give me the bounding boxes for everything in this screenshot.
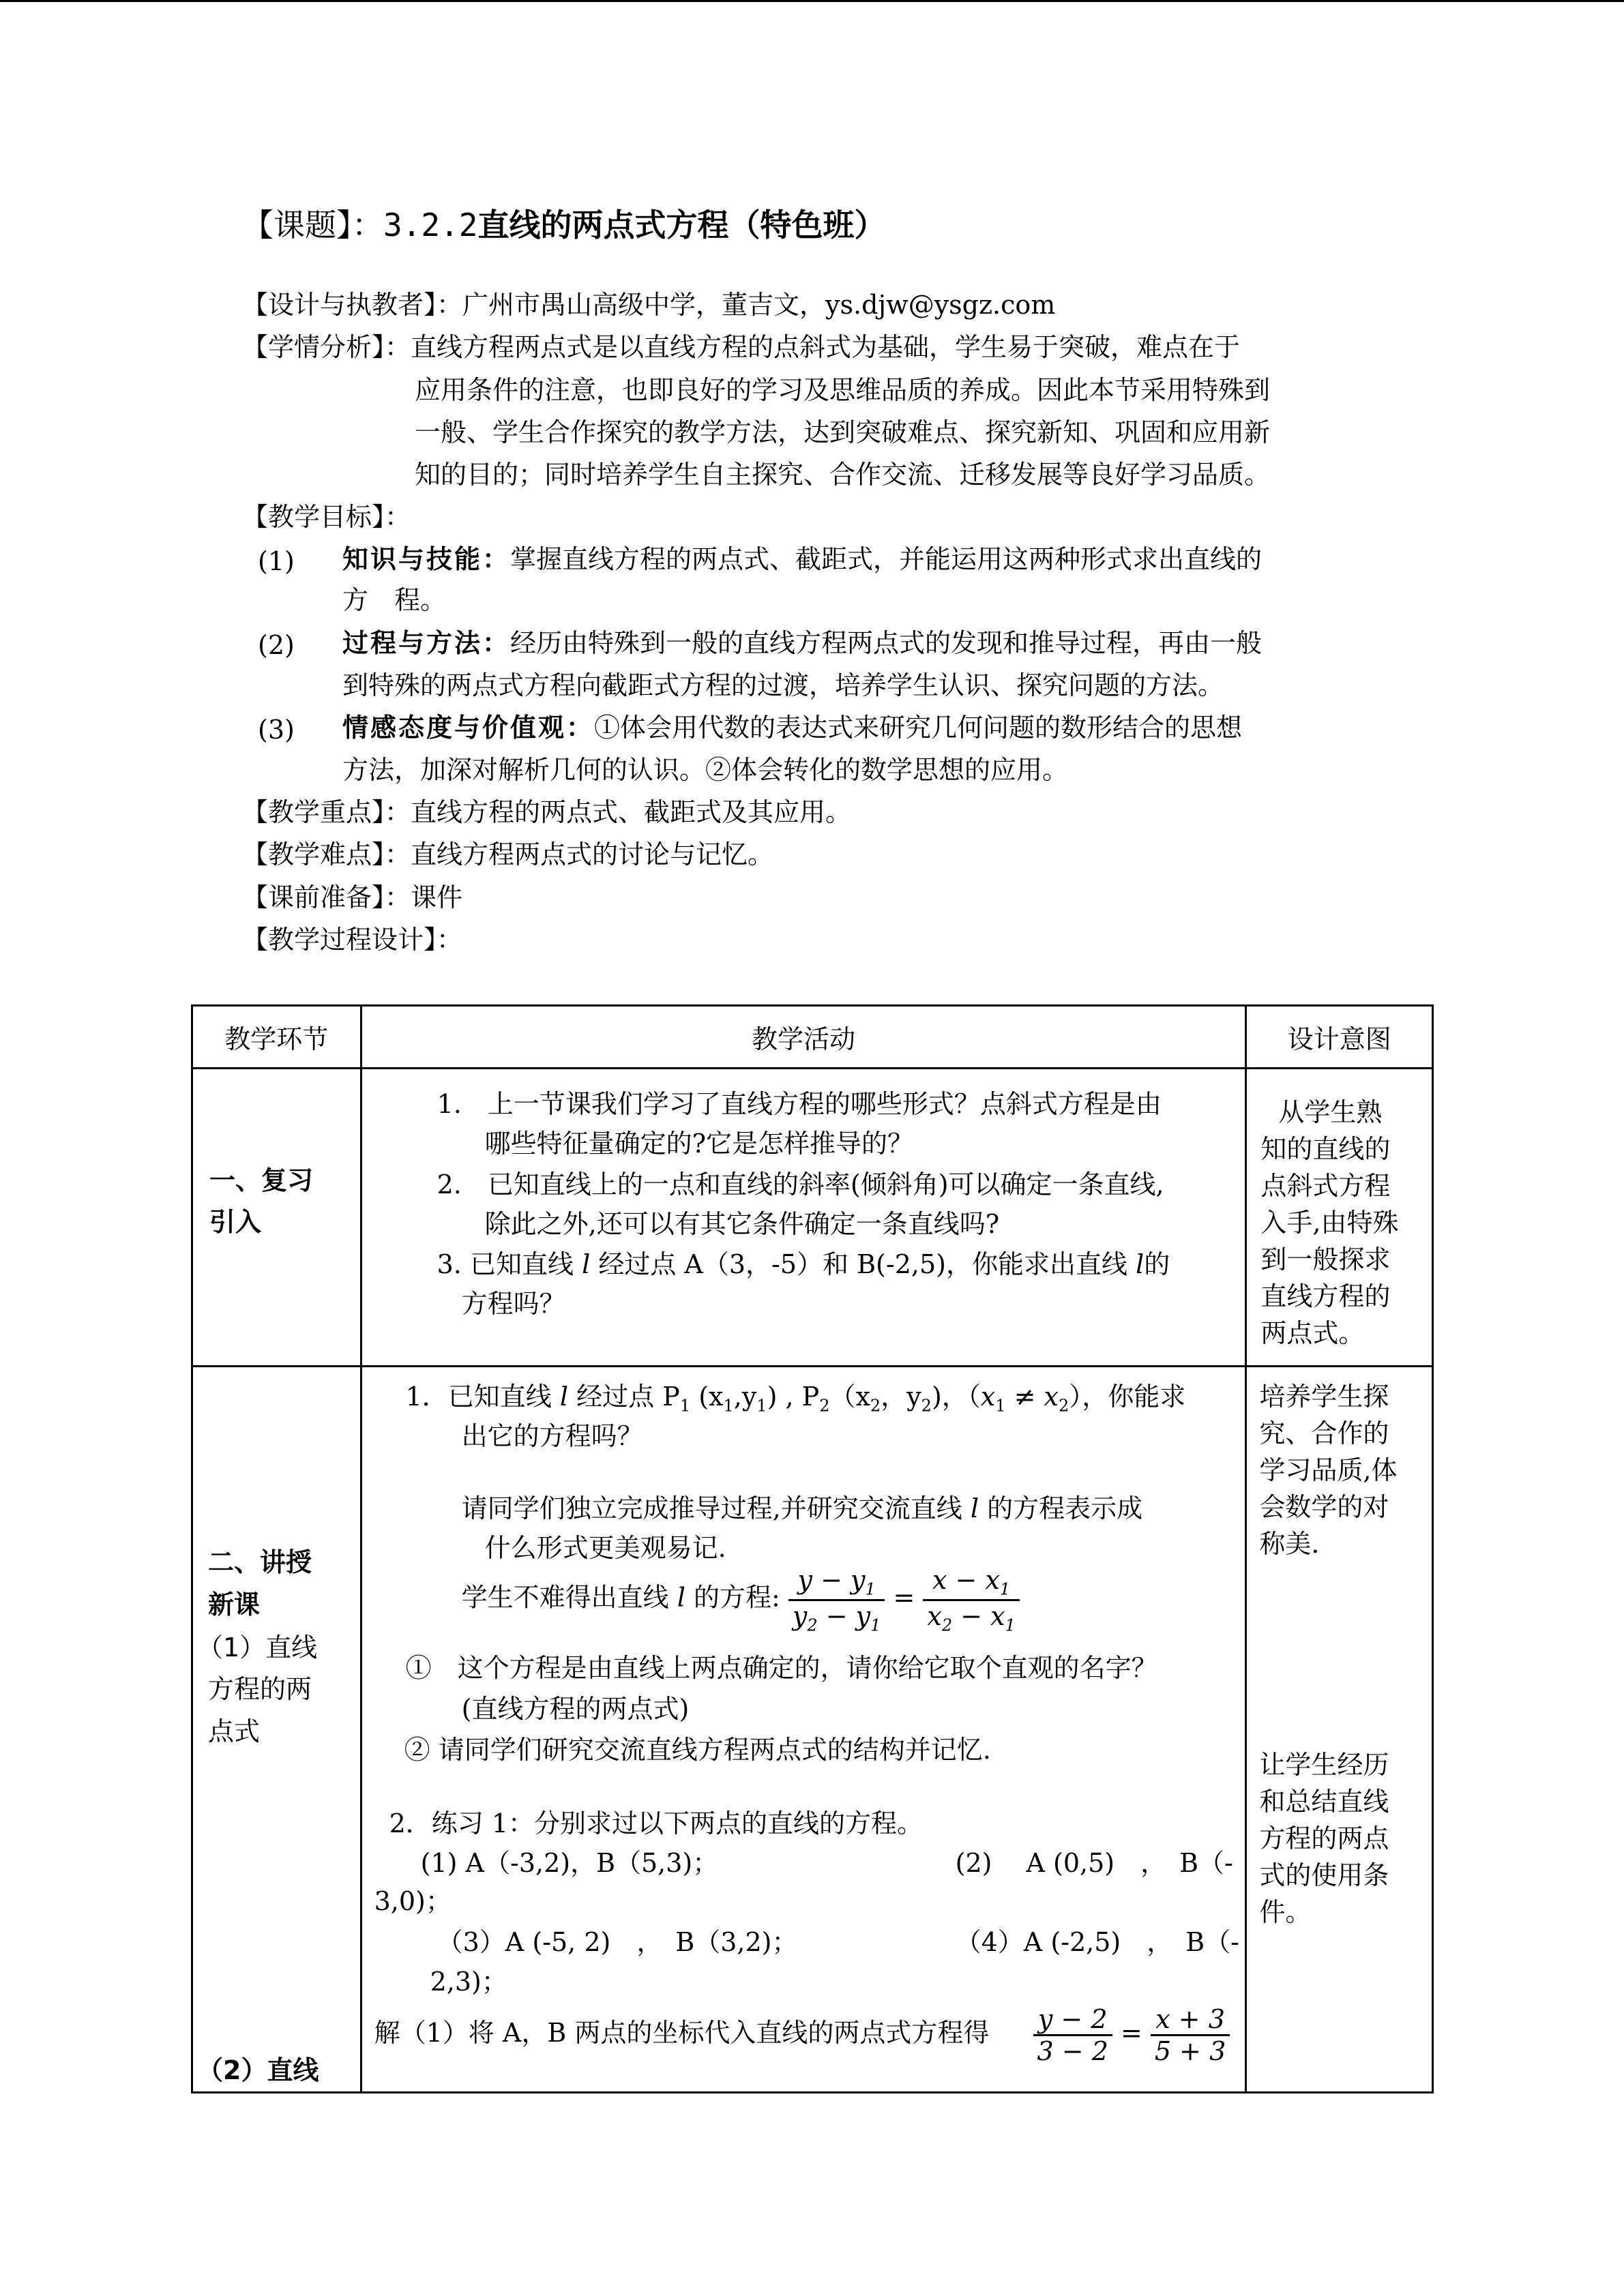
row2-intent2-5: 件。 <box>1259 1897 1312 1927</box>
q3-line-1 <box>437 1243 1170 1281</box>
row2-intent1-5: 称美. <box>1259 1529 1320 1559</box>
row1-intent-3: 点斜式方程 <box>1260 1171 1391 1201</box>
goal-2-line-1 <box>342 627 1263 658</box>
analysis-line-2: 应用条件的注意，也即良好的学习及思维品质的养成。因此本节采用特殊到 <box>415 375 1271 405</box>
solution-line: 解（1）将 A，B 两点的坐标代入直线的两点式方程得 $\frac{y - 2}{3 - 2}$ = $\frac{x + 3}{5 + 3}$ <box>374 2004 1230 2066</box>
goal-3-text: ①体会用代数的表达式来研究几何问题的数形结合的思想 <box>594 713 1243 743</box>
goal-3-line-2: 方法，加深对解析几何的认识。②体会转化的数学思想的应用。 <box>342 755 1069 785</box>
analysis-label: 【学情分析】 <box>242 332 385 362</box>
p4-line-1: ① 这个方程是由直线上两点确定的，请你给它取个直观的名字？ <box>405 1653 1157 1683</box>
solution-formula-left: $\frac{y - 2}{3 - 2}$ <box>1033 2004 1112 2066</box>
difficulties: 【教学难点】：直线方程两点式的讨论与记忆。 <box>242 839 774 869</box>
header-activity <box>361 1006 1246 1069</box>
row2-intent2-4: 式的使用条 <box>1259 1860 1389 1890</box>
goal-1-line-2: 方 程。 <box>342 585 447 615</box>
solution-text: 解（1）将 A，B 两点的坐标代入直线的两点式方程得 <box>374 2018 990 2048</box>
row2-intent1-4: 会数学的对 <box>1259 1492 1389 1522</box>
p2-a: 请同学们独立完成推导过程,并研究交流直线 <box>461 1493 962 1523</box>
goal-1-text: 掌握直线方程的两点式、截距式，并能运用这两种形式求出直线的 <box>510 544 1263 574</box>
two-point-formula-left: $\frac{y - y_1}{y_2 - y_1}$ <box>788 1565 885 1635</box>
row1-intent-7: 两点式。 <box>1260 1318 1365 1348</box>
header-intent <box>1246 1006 1433 1069</box>
q3-part-b: 经过点 A（3，-5）和 B(-2,5)，你能求出直线 <box>598 1249 1127 1279</box>
row2-sub1-line-1: （1）直线 <box>197 1632 318 1663</box>
row2-intent1-3: 学习品质,体 <box>1259 1455 1398 1485</box>
row2-stage-cell <box>192 1367 361 2093</box>
p1-c: (x <box>698 1382 724 1412</box>
preparation: 【课前准备】：课件 <box>242 882 463 912</box>
p1-d: ，你能求 <box>1082 1382 1186 1412</box>
goal-1-line-1 <box>342 543 1263 574</box>
p1-line-2: 出它的方程吗？ <box>461 1421 643 1451</box>
q1-line-1: 1. 上一节课我们学习了直线方程的哪些形式？点斜式方程是由 <box>437 1089 1162 1119</box>
analysis-text-1: ：直线方程两点式是以直线方程的点斜式为基础，学生易于突破，难点在于 <box>385 332 1241 362</box>
goal-3-line-1 <box>342 712 1243 743</box>
table-row <box>192 1367 1433 2093</box>
goal-2-line-2: 到特殊的两点式方程向截距式方程的过渡，培养学生认识、探究问题的方法。 <box>342 670 1224 700</box>
title-label: 【课题】 <box>242 207 352 243</box>
row1-intent-4: 入手,由特殊 <box>1260 1208 1399 1238</box>
p5-line: ② 请同学们研究交流直线方程两点式的结构并记忆. <box>404 1735 991 1765</box>
row1-activity-cell <box>361 1069 1246 1367</box>
row2-intent-cell <box>1246 1367 1433 2093</box>
goal-3-number: (3) <box>258 715 295 745</box>
p2-b: 的方程表示成 <box>987 1493 1143 1523</box>
header-stage <box>192 1006 361 1069</box>
exercise-4-cont: 2,3)； <box>430 1967 507 1997</box>
analysis-line-1 <box>242 334 1240 360</box>
row2-stage-line-1: 二、讲授 <box>208 1547 312 1577</box>
goal-2-text: 经历由特殊到一般的直线方程两点式的发现和推导过程，再由一般 <box>510 628 1263 658</box>
exercise-3: （3）A (-5, 2) ， B（3,2)； <box>437 1927 798 1957</box>
q3-part-a: 3. 已知直线 <box>437 1249 574 1279</box>
header-activity-label: 教学活动 <box>752 1024 856 1054</box>
row2-stage-line-2: 新课 <box>208 1590 261 1620</box>
p2-line-2: 什么形式更美观易记. <box>484 1533 726 1563</box>
table-row <box>192 1069 1433 1367</box>
analysis-line-3: 一般、学生合作探究的教学方法，达到突破难点、探究新知、巩固和应用新 <box>415 417 1271 447</box>
row1-stage-cell <box>192 1069 361 1367</box>
designer-label: 【设计与执教者】 <box>242 290 437 320</box>
exercise-1: (1) A（-3,2)，B（5,3)； <box>420 1848 719 1878</box>
p4-line-2: (直线方程的两点式) <box>461 1694 690 1724</box>
header-stage-label: 教学环节 <box>224 1024 329 1054</box>
exercise-4: （4）A (-2,5) ， B（- <box>955 1927 1240 1957</box>
analysis-line-4: 知的目的；同时培养学生自主探究、合作交流、迁移发展等良好学习品质。 <box>415 460 1271 490</box>
row1-intent-6: 直线方程的 <box>1260 1281 1391 1311</box>
process-label: 【教学过程设计】： <box>242 925 463 955</box>
q1-line-2: 哪些特征量确定的?它是怎样推导的？ <box>484 1129 913 1159</box>
q3-line-var-2: l <box>1136 1249 1145 1279</box>
p1-b: 经过点 P <box>576 1382 680 1412</box>
q2-line-1: 2. 已知直线上的一点和直线的斜率(倾斜角)可以确定一条直线, <box>437 1169 1164 1199</box>
row2-activity-cell <box>361 1367 1246 2093</box>
p3-a: 学生不难得出直线 <box>461 1582 669 1613</box>
row1-intent-5: 到一般探求 <box>1260 1244 1391 1274</box>
row1-stage-line-1: 一、复习 <box>209 1165 314 1195</box>
exercise-title: 2．练习 1：分别求过以下两点的直线的方程。 <box>389 1808 924 1838</box>
row2-intent2-3: 方程的两点 <box>1259 1823 1389 1853</box>
p3-line-var: l <box>677 1582 685 1613</box>
goal-3-title: 情感态度与价值观： <box>342 712 595 743</box>
p3-b: 的方程: <box>693 1582 780 1613</box>
q3-line-2: 方程吗？ <box>461 1289 565 1319</box>
goal-2-number: (2) <box>258 630 295 660</box>
row2-intent1-1: 培养学生探 <box>1259 1382 1389 1412</box>
solution-formula-right: $\frac{x + 3}{5 + 3}$ <box>1151 2004 1230 2066</box>
goal-1-title: 知识与技能： <box>342 543 511 574</box>
page-title <box>242 200 885 245</box>
p1-a: 1．已知直线 <box>405 1382 552 1412</box>
table-header-row <box>192 1006 1433 1069</box>
header-intent-label: 设计意图 <box>1287 1024 1391 1054</box>
goal-2-title: 过程与方法： <box>342 627 511 658</box>
exercise-2-cont: 3,0)； <box>374 1886 452 1916</box>
q2-line-2: 除此之外,还可以有其它条件确定一条直线吗? <box>484 1209 1000 1239</box>
row1-intent-cell <box>1246 1069 1433 1367</box>
two-point-formula-right: $\frac{x - x_1}{x_2 - x_1}$ <box>923 1565 1019 1635</box>
row2-sub1-line-2: 方程的两 <box>208 1674 312 1704</box>
key-points: 【教学重点】：直线方程的两点式、截距式及其应用。 <box>242 797 852 827</box>
goals-label: 【教学目标】： <box>242 502 411 532</box>
q3-line-var-1: l <box>582 1249 591 1279</box>
title-number: 3.2.2 <box>383 207 478 243</box>
q3-part-c: 的 <box>1144 1249 1170 1279</box>
row1-intent-1: 从学生熟 <box>1252 1097 1383 1127</box>
title-name: 直线的两点式方程（特色班） <box>477 207 886 243</box>
row2-intent2-1: 让学生经历 <box>1259 1750 1389 1780</box>
title-colon: ： <box>352 207 383 243</box>
lesson-table <box>191 1004 1434 2093</box>
page-top-border <box>0 0 1624 2</box>
row2-sub1-line-3: 点式 <box>208 1716 261 1746</box>
p2-line-var: l <box>970 1493 979 1523</box>
row1-intent-2: 知的直线的 <box>1260 1134 1391 1164</box>
goal-1-number: (1) <box>258 546 295 576</box>
p1-line-var: l <box>559 1382 569 1412</box>
designer-line <box>242 292 1055 318</box>
p1-line-1: 1．已知直线 l 经过点 $P_1$ $(x_1,y_1)$ , $P_2(x_2$，$y_2$)，$(x_1 \ne x_2)$，你能求 <box>405 1382 1186 1416</box>
row2-sub2: （2）直线 <box>197 2055 319 2085</box>
row2-intent2-2: 和总结直线 <box>1259 1787 1389 1817</box>
p3-line: 学生不难得出直线 l 的方程: $\frac{y - y_1}{y_2 - y_1}$ = $\frac{x - x_1}{x_2 - x_1}$ <box>462 1565 1020 1635</box>
p2-line-1 <box>462 1487 1142 1525</box>
row1-stage-line-2: 引入 <box>209 1207 262 1237</box>
designer-text: ：广州市禺山高级中学，董吉文，ys.djw@ysgz.com <box>437 290 1056 320</box>
row2-intent1-2: 究、合作的 <box>1259 1418 1389 1448</box>
exercise-2: (2) A (0,5) ， B（- <box>955 1848 1233 1878</box>
